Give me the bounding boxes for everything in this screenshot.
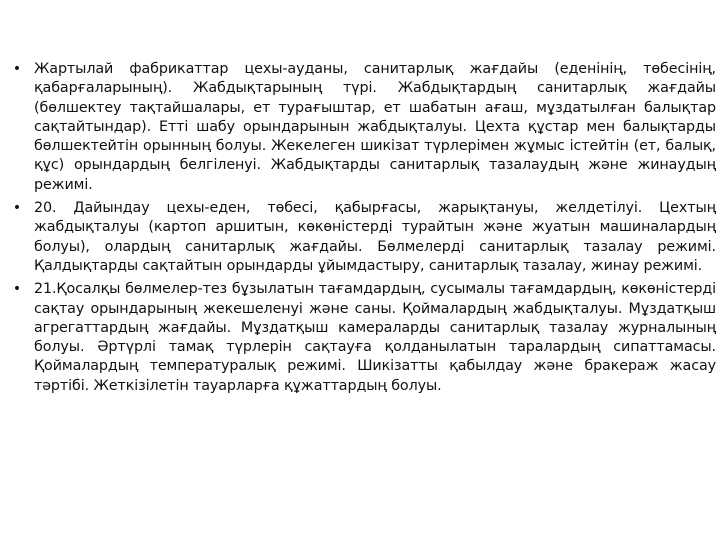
bullet-dot-icon: • (12, 281, 22, 298)
bullet-item-2 (10, 199, 716, 276)
bullet-text-3: 21.Қосалқы бөлмелер-тез бұзылатын тағамдардың, сусымалы тағамдардың, көкөністерді сақтау орындарының жекешеленуі және саны. Қоймалардың жабдықталуы. Мұздатқыш агрегаттардың жағдайы. Мұздатқыш камераларды санитарлық тазалау журналының болуы. Әртүрлі тамақ түрлерін сақтауға қолданылатын таралардың сипаттамасы. Қоймалардың температуралық режимі. Шикізатты қабылдау және бракераж жасау тәртібі. Жеткізілетін тауарларға құжаттардың болуы. (34, 281, 716, 394)
bullet-list (10, 60, 716, 400)
bullet-text-2: 20. Дайындау цехы-еден, төбесі, қабырғасы, жарықтануы, желдетілуі. Цехтың жабдықталуы (картоп аршитын, көкөністерді турайтын және жуатын машиналардың болуы), олардың санитарлық жағдайы. Бөлмелерді санитарлық тазалау режимі. Қалдықтарды сақтайтын орындарды ұйымдастыру, санитарлық тазалау, жинау режимі. (34, 200, 716, 274)
bullet-dot-icon: • (12, 61, 22, 77)
bullet-dot-icon: • (12, 200, 22, 217)
bullet-text-1: Жартылай фабрикаттар цехы-ауданы, санитарлық жағдайы (еденінің, төбесінің, қабарғаларының). Жабдықтарының түрі. Жабдықтардың санитарлық жағдайы (бөлшектеу тақтайшалары, ет турағыштар, ет шабатын ағаш, мұздатылған балықтар сақтайтындар). Етті шабу орындарынын жабдықталуы. Цехта құстар мен балықтарды бөлшектейтін орынның болуы. Жекелеген шикізат түрлерімен жұмыс істейтін (ет, балық, құс) орындардың белгіленуі. Жабдықтарды санитарлық тазалаудың және жинаудың режимі. (34, 61, 716, 193)
bullet-item-1 (10, 60, 716, 195)
bullet-item-3 (10, 280, 716, 396)
